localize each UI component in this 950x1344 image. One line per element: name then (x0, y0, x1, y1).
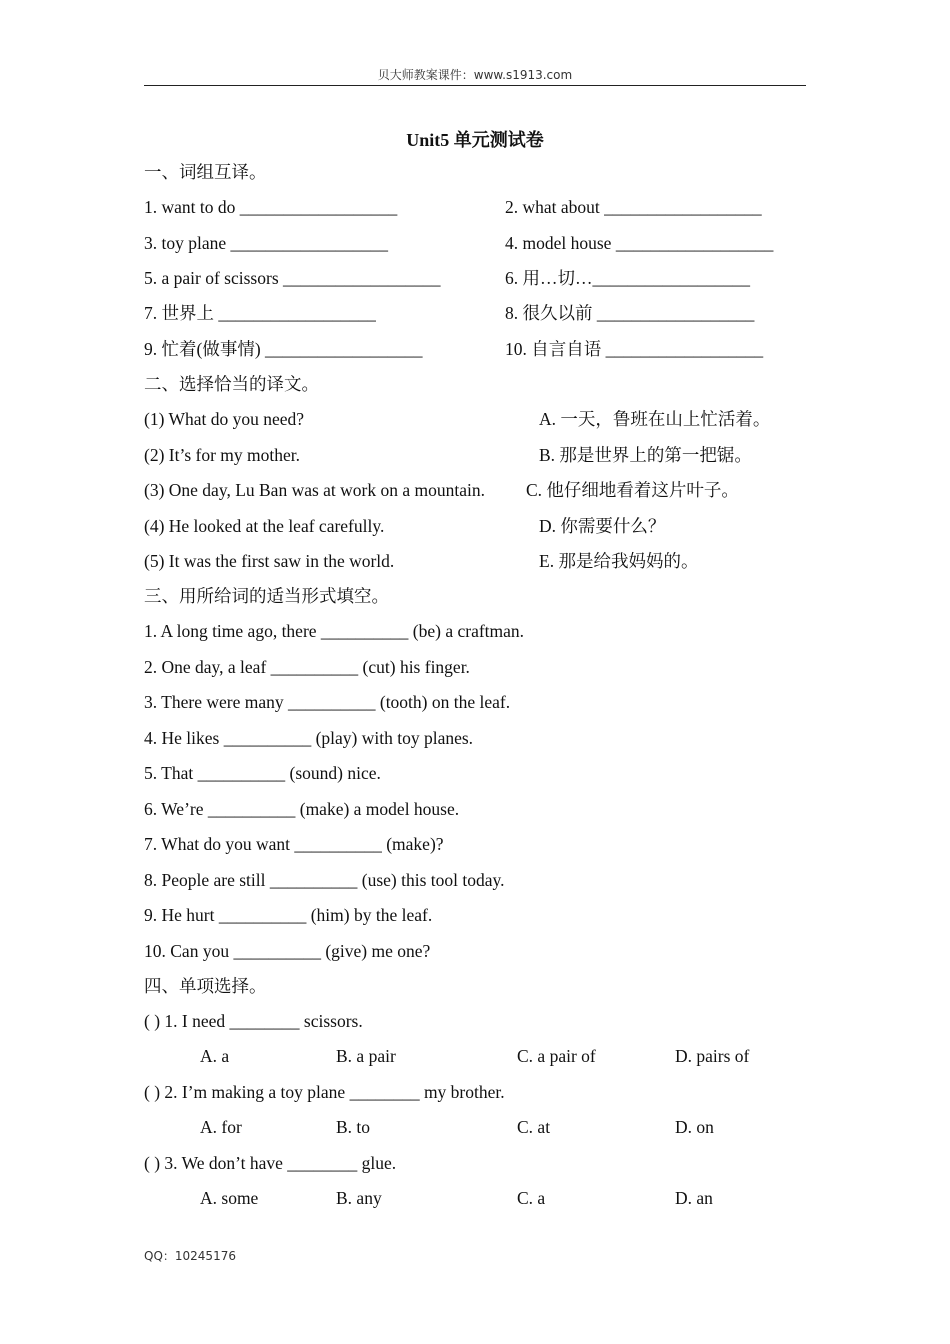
phrase-item-4: 4. model house __________________ (505, 233, 774, 253)
choice-1-option-c: C. a pair of (517, 1046, 596, 1066)
fill-blank-item-6: 6. We’re __________ (make) a model house. (144, 799, 460, 819)
translation-question-1: (1) What do you need? (144, 409, 305, 429)
translation-answer-a: A. 一天，鲁班在山上忙活着。 (539, 409, 771, 429)
section4-heading: 四、单项选择。 (144, 976, 267, 996)
choice-2-option-d: D. on (675, 1117, 714, 1137)
section2-heading: 二、选择恰当的译文。 (144, 374, 319, 394)
choice-3-option-b: B. any (336, 1188, 382, 1208)
phrase-item-3: 3. toy plane __________________ (144, 233, 389, 253)
header-rule (144, 85, 806, 86)
phrase-item-6: 6. 用…切…__________________ (505, 268, 750, 288)
choice-question-2: ( ) 2. I’m making a toy plane ________ my brother. (144, 1082, 505, 1102)
phrase-item-10: 10. 自言自语 __________________ (505, 339, 764, 359)
choice-question-1: ( ) 1. I need ________ scissors. (144, 1011, 363, 1031)
section3-heading: 三、用所给词的适当形式填空。 (144, 586, 389, 606)
fill-blank-item-7: 7. What do you want __________ (make)? (144, 834, 444, 854)
fill-blank-item-4: 4. He likes __________ (play) with toy planes. (144, 728, 474, 748)
fill-blank-item-8: 8. People are still __________ (use) this tool today. (144, 870, 505, 890)
choice-2-option-a: A. for (200, 1117, 242, 1137)
phrase-item-7: 7. 世界上 __________________ (144, 303, 376, 323)
choice-2-option-c: C. at (517, 1117, 551, 1137)
translation-question-5: (5) It was the first saw in the world. (144, 551, 395, 571)
translation-answer-d: D. 你需要什么？ (539, 516, 666, 536)
translation-answer-b: B. 那是世界上的第一把锯。 (539, 445, 752, 465)
translation-answer-e: E. 那是给我妈妈的。 (539, 551, 699, 571)
phrase-item-2: 2. what about __________________ (505, 197, 762, 217)
translation-answer-c: C. 他仔细地看着这片叶子。 (526, 480, 739, 500)
choice-1-option-b: B. a pair (336, 1046, 396, 1066)
phrase-item-9: 9. 忙着(做事情) __________________ (144, 339, 423, 359)
choice-1-option-a: A. a (200, 1046, 230, 1066)
page-footer: QQ：10245176 (144, 1249, 236, 1263)
fill-blank-item-1: 1. A long time ago, there __________ (be) a craftman. (144, 621, 525, 641)
choice-3-option-c: C. a (517, 1188, 546, 1208)
fill-blank-item-5: 5. That __________ (sound) nice. (144, 763, 381, 783)
fill-blank-item-3: 3. There were many __________ (tooth) on the leaf. (144, 692, 511, 712)
page-header: 贝大师教案课件：www.s1913.com (377, 68, 573, 82)
fill-blank-item-2: 2. One day, a leaf __________ (cut) his finger. (144, 657, 470, 677)
phrase-item-5: 5. a pair of scissors __________________ (144, 268, 441, 288)
section1-heading: 一、词组互译。 (144, 162, 267, 182)
document-title: Unit5 单元测试卷 (406, 130, 544, 150)
phrase-item-8: 8. 很久以前 __________________ (505, 303, 755, 323)
translation-question-2: (2) It’s for my mother. (144, 445, 301, 465)
fill-blank-item-10: 10. Can you __________ (give) me one? (144, 941, 431, 961)
choice-question-3: ( ) 3. We don’t have ________ glue. (144, 1153, 397, 1173)
choice-3-option-a: A. some (200, 1188, 259, 1208)
translation-question-3: (3) One day, Lu Ban was at work on a mountain. (144, 480, 486, 500)
choice-1-option-d: D. pairs of (675, 1046, 750, 1066)
phrase-item-1: 1. want to do __________________ (144, 197, 398, 217)
fill-blank-item-9: 9. He hurt __________ (him) by the leaf. (144, 905, 433, 925)
translation-question-4: (4) He looked at the leaf carefully. (144, 516, 385, 536)
choice-3-option-d: D. an (675, 1188, 713, 1208)
choice-2-option-b: B. to (336, 1117, 371, 1137)
